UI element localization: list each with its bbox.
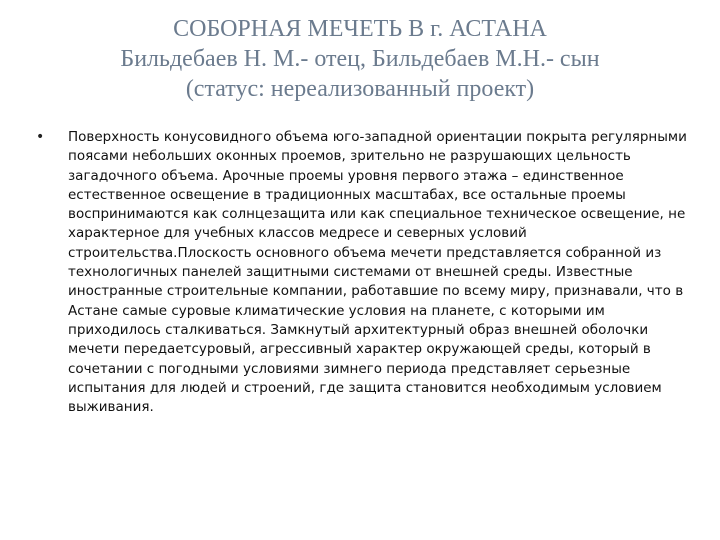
title-line-2: Бильдебаев Н. М.- отец, Бильдебаев М.Н.- сын — [120, 46, 600, 72]
title-line-3: (статус: нереализованный проект) — [185, 76, 535, 102]
body-paragraph: Поверхность конусовидного объема юго-западной ориентации покрыта регулярными поясами небольших оконных проемов, зрительно не разрушающих цельность загадочного объема. Арочные проемы уровня первого этажа – единственное естественное освещение в традиционных масштабах, все остальные проемы воспринимаются как солнцезащита или как специальное техническое освещение, не характерное для учебных классов медресе и северных условий строительства.Плоскость основного объема мечети представляется собранной из технологичных панелей защитными системами от внешней среды. Известные иностранные строительные компании, работавшие по всему миру, признавали, что в Астане самые суровые климатические условия на планете, с которыми им приходилось сталкиваться. Замкнутый архитектурный образ внешней оболочки мечети передаетсуровый, агрессивный характер окружающей среды, который в сочетании с погодными условиями зимнего периода представляет серьезные испытания для людей и строений, где защита становится необходимым условием выживания. — [68, 129, 687, 416]
body-bullet-item — [36, 128, 686, 417]
title-line-1: СОБОРНАЯ МЕЧЕТЬ В г. АСТАНА — [173, 16, 547, 42]
bullet-icon: • — [36, 129, 45, 145]
slide-title — [20, 14, 700, 104]
